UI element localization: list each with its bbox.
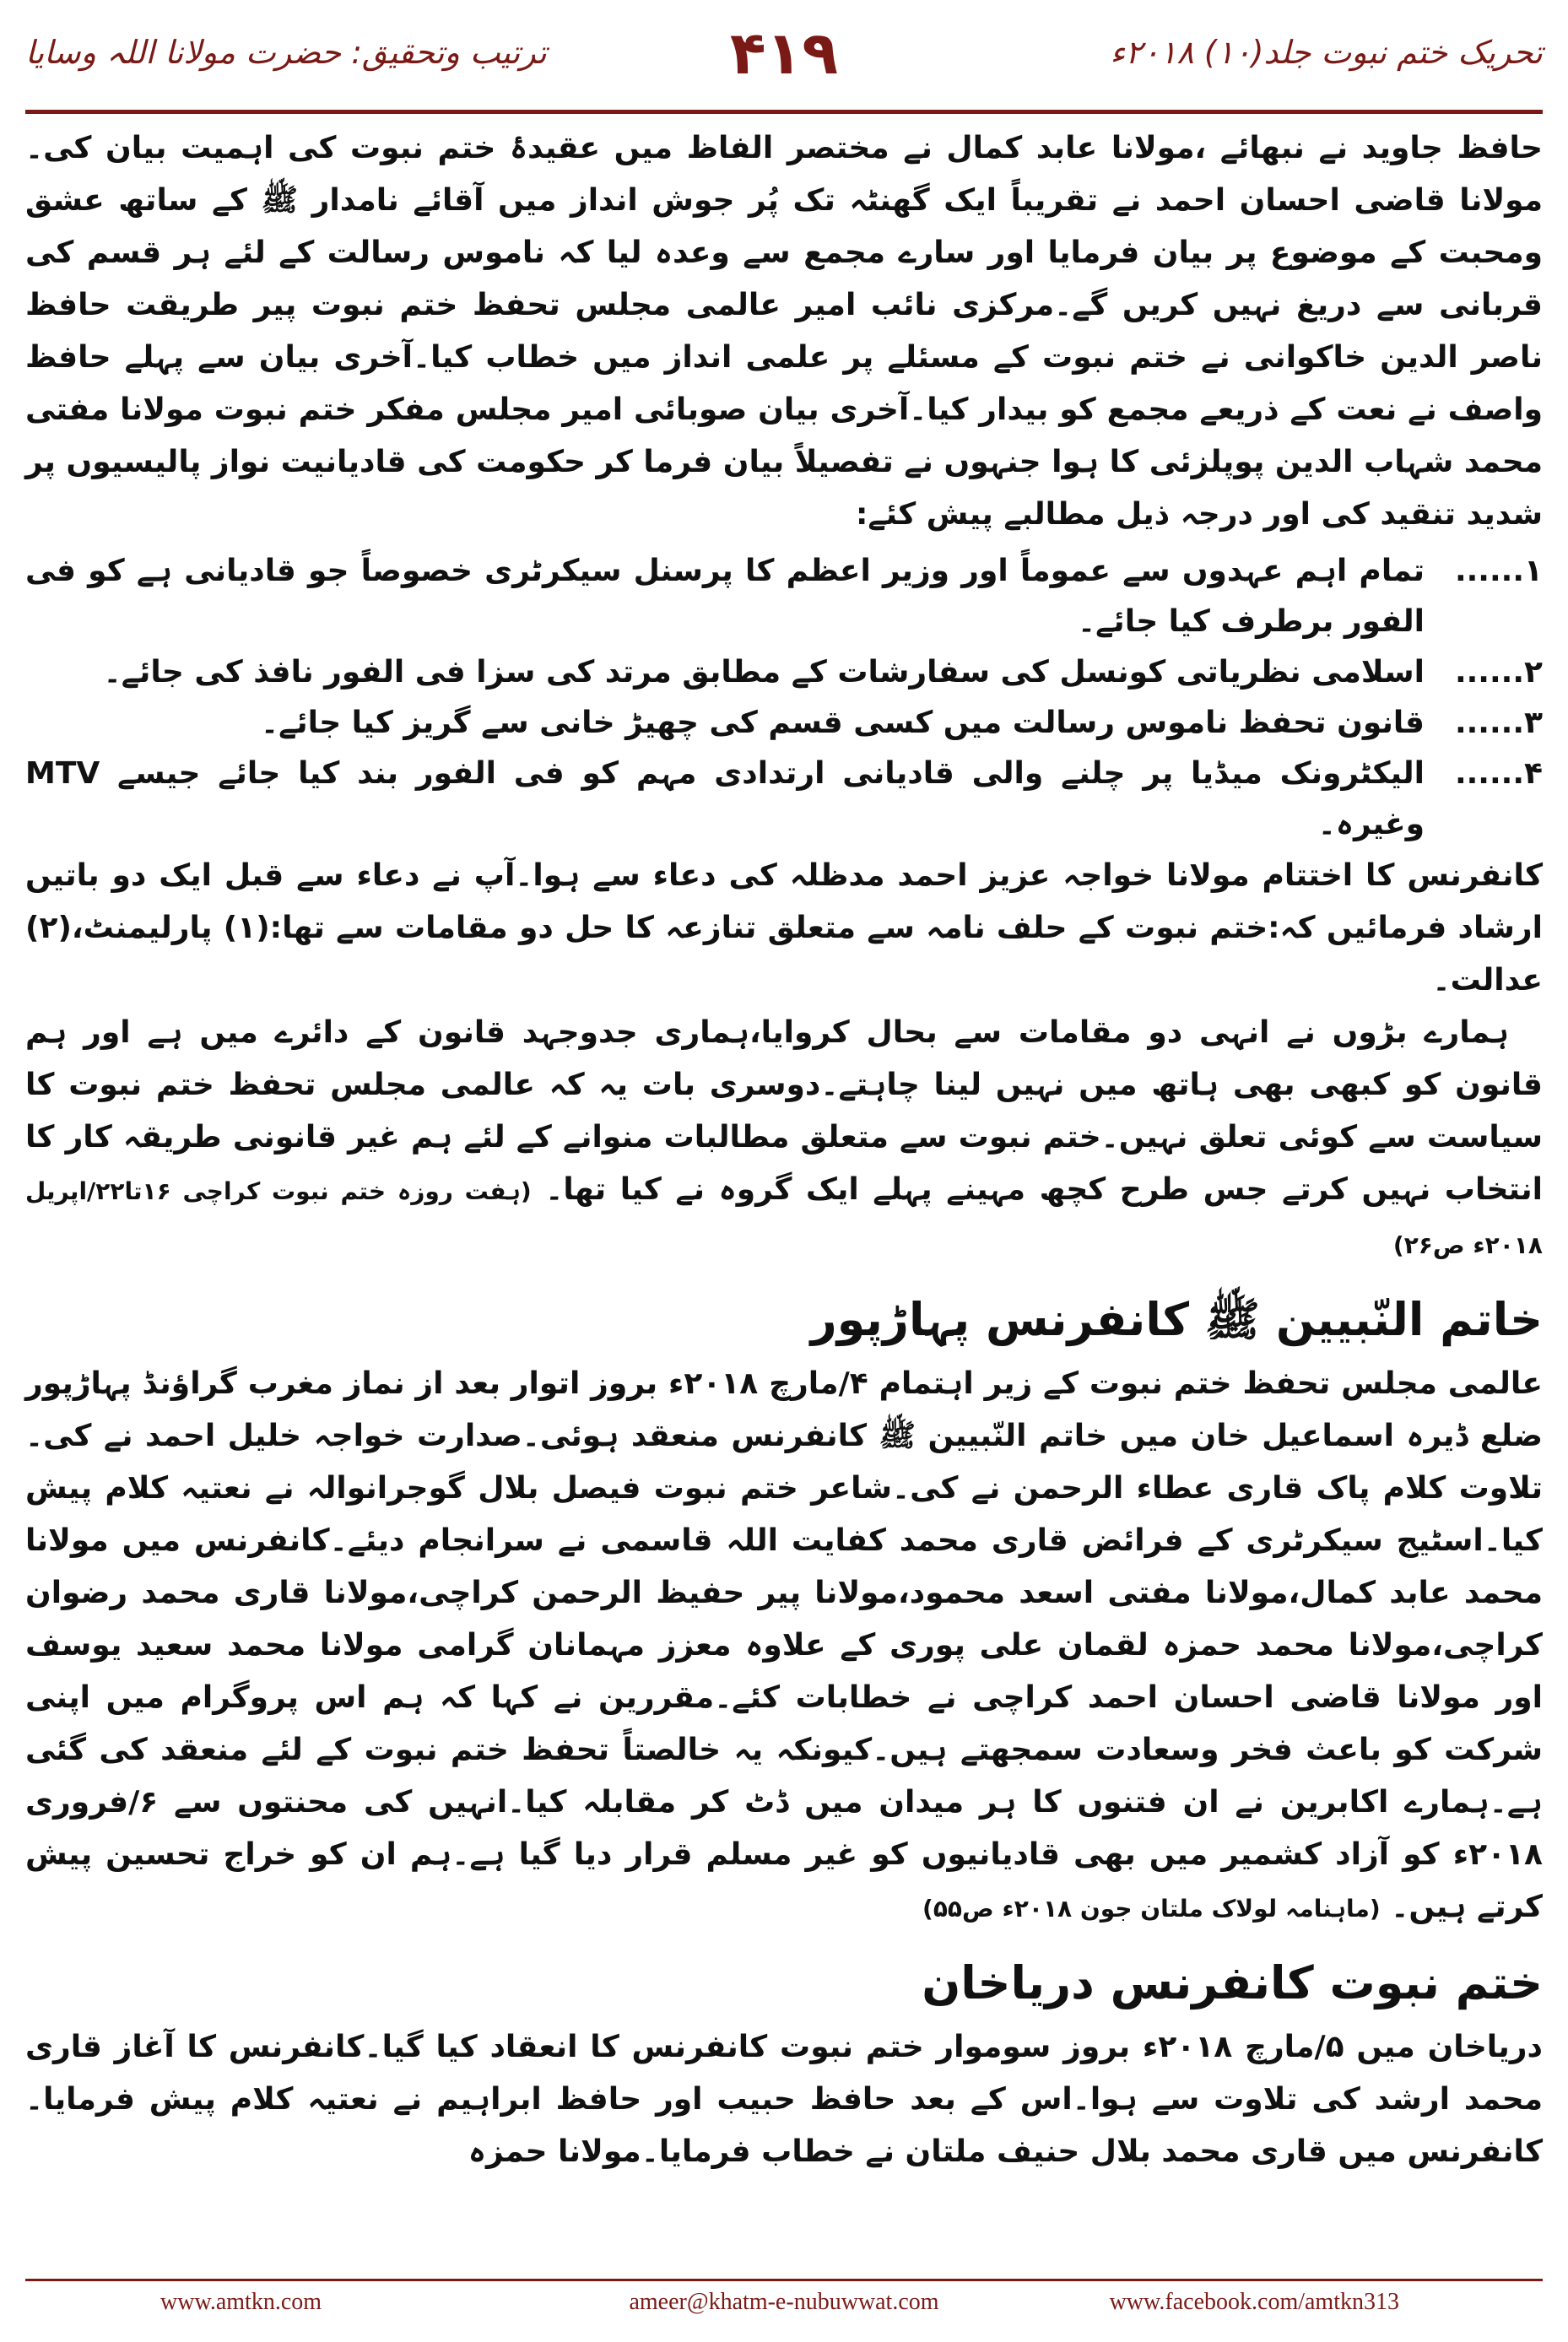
footer-divider <box>25 2279 1543 2281</box>
paragraph: حافظ جاوید نے نبھائے ،مولانا عابد کمال نے مختصر الفاظ میں عقیدۂ ختم نبوت کی اہمیت بیان کی۔مولانا قاضی احسان احمد نے تقریباً ایک گھنٹہ تک پُر جوش انداز میں آقائے نامدار ﷺ کے ساتھ عشق ومحبت کے موضوع پر بیان فرمایا اور سارے مجمع سے وعدہ لیا کہ ناموس رسالت کے لئے ہر قسم کی قربانی سے دریغ نہیں کریں گے۔مرکزی نائب امیر عالمی مجلس تحفظ ختم نبوت پیر طریقت حافظ ناصر الدین خاکوانی نے ختم نبوت کے مسئلے پر علمی انداز میں خطاب کیا۔آخری بیان سے پہلے حافظ واصف نے نعت کے ذریعے مجمع کو بیدار کیا۔آخری بیان صوبائی امیر مجلس مفکر ختم نبوت مولانا مفتی محمد شہاب الدین پوپلزئی کا ہوا جنہوں نے تفصیلاً بیان فرما کر حکومت کی قادیانیت نواز پالیسیوں پر شدید تنقید کی اور درجہ ذیل مطالبے پیش کئے: <box>25 131 1543 532</box>
demands-list <box>25 546 1543 850</box>
compiler-credit: ترتیب وتحقیق: حضرت مولانا اللہ وسایا <box>25 34 547 71</box>
list-item <box>25 749 1543 850</box>
list-text: الیکٹرونک میڈیا پر چلنے والی قادیانی ارتدادی مہم کو فی الفور بند کیا جائے جیسے MTV وغیرہ۔ <box>25 756 1425 841</box>
email-link[interactable]: ameer@khatm-e-nubuwwat.com <box>629 2289 939 2315</box>
list-item <box>25 546 1543 647</box>
page-body <box>25 122 1543 2178</box>
list-text: قانون تحفظ ناموس رسالت میں کسی قسم کی چھیڑ خانی سے گریز کیا جائے۔ <box>260 706 1425 740</box>
paragraph: دریاخان میں ۵/مارچ ۲۰۱۸ء بروز سوموار ختم نبوت کانفرنس کا انعقاد کیا گیا۔کانفرنس کا آغاز قاری محمد ارشد کی تلاوت سے ہوا۔اس کے بعد حافظ حبیب اور حافظ ابراہیم نے نعتیہ کلام پیش فرمایا۔کانفرنس میں قاری محمد بلال حنیف ملتان نے خطاب فرمایا۔مولانا حمزہ <box>25 2030 1544 2169</box>
header-divider <box>25 110 1543 114</box>
list-text: تمام اہم عہدوں سے عموماً اور وزیر اعظم کا پرسنل سیکرٹری خصوصاً جو قادیانی ہے کو فی الفور برطرف کیا جائے۔ <box>25 554 1425 639</box>
paragraph-text: عالمی مجلس تحفظ ختم نبوت کے زیر اہتمام ۴/مارچ ۲۰۱۸ء بروز اتوار بعد از نماز مغرب گراؤنڈ پہاڑپور ضلع ڈیرہ اسماعیل خان میں خاتم النّبیین ﷺ کانفرنس منعقد ہوئی۔صدارت خواجہ خلیل احمد نے کی۔تلاوت کلام پاک قاری عطاء الرحمن نے کی۔شاعر ختم نبوت فیصل بلال گوجرانوالہ نے نعتیہ کلام پیش کیا۔اسٹیج سیکرٹری کے فرائض قاری محمد کفایت اللہ قاسمی نے سرانجام دیئے۔کانفرنس میں مولانا محمد عابد کمال،مولانا مفتی اسعد محمود،مولانا پیر حفیظ الرحمن کراچی،مولانا قاری محمد رضوان کراچی،مولانا محمد حمزہ لقمان علی پوری کے علاوہ معزز مہمانان گرامی مولانا محمد سعید یوسف اور مولانا قاضی احسان احمد کراچی نے خطابات کئے۔مقررین نے کہا کہ ہم اس پروگرام میں اپنی شرکت کو باعث فخر وسعادت سمجھتے ہیں۔کیونکہ یہ خالصتاً تحفظ ختم نبوت کے لئے منعقد کی گئی ہے۔ہمارے اکابرین نے ان فتنوں کا ہر میدان میں ڈٹ کر مقابلہ کیا۔انہیں کی محنتوں سے ۶/فروری ۲۰۱۸ء کو آزاد کشمیر میں بھی قادیانیوں کو غیر مسلم قرار دیا گیا ہے۔ہم ان کو خراج تحسین پیش کرتے ہیں۔ <box>25 1366 1543 1924</box>
list-text: اسلامی نظریاتی کونسل کی سفارشات کے مطابق مرتد کی سزا فی الفور نافذ کی جائے۔ <box>103 655 1425 690</box>
section-heading: ختم نبوت کانفرنس دریاخان <box>922 1956 1543 2009</box>
facebook-link[interactable]: www.facebook.com/amtkn313 <box>1109 2289 1399 2315</box>
paragraph <box>25 1007 1543 1272</box>
page-number: ۴۱۹ <box>729 19 839 88</box>
list-item <box>25 647 1543 698</box>
page-footer <box>25 2289 1543 2323</box>
paragraph <box>25 1358 1543 1935</box>
list-item <box>25 698 1543 749</box>
section-heading: خاتم النّبیین ﷺ کانفرنس پہاڑپور <box>810 1293 1543 1346</box>
book-title: تحریک ختم نبوت جلد(۱۰) ۲۰۱۸ء <box>1110 34 1543 71</box>
paragraph: کانفرنس کا اختتام مولانا خواجہ عزیز احمد مدظلہ کی دعاء سے ہوا۔آپ نے دعاء سے قبل ایک دو باتیں ارشاد فرمائیں کہ:ختم نبوت کے حلف نامہ سے متعلق تنازعہ کا حل دو مقامات سے تھا:(۱) پارلیمنٹ،(۲) عدالت۔ <box>25 858 1544 998</box>
page-header <box>25 19 1543 120</box>
list-number: ۴...... <box>1454 756 1543 791</box>
website-link[interactable]: www.amtkn.com <box>160 2289 322 2315</box>
list-number: ۳...... <box>1454 706 1543 740</box>
list-number: ۱...... <box>1454 554 1543 588</box>
list-number: ۲...... <box>1454 655 1543 690</box>
citation: (ہفت روزہ ختم نبوت کراچی ۱۶تا۲۲/اپریل ۲۰۱۸ء ص۲۶) <box>25 1177 1543 1259</box>
paragraph-text: ہمارے بڑوں نے انہی دو مقامات سے بحال کروایا،ہماری جدوجہد قانون کے دائرے میں ہے اور ہم قانون کو کبھی بھی ہاتھ میں نہیں لینا چاہتے۔دوسری بات یہ کہ عالمی مجلس تحفظ ختم نبوت کا سیاست سے کوئی تعلق نہیں۔ختم نبوت سے متعلق مطالبات منوانے کے لئے ہم غیر قانونی طریقہ کار کا انتخاب نہیں کرتے جس طرح کچھ مہینے پہلے ایک گروہ نے کیا تھا۔ <box>25 1015 1543 1207</box>
citation: (ماہنامہ لولاک ملتان جون ۲۰۱۸ء ص۵۵) <box>922 1895 1381 1923</box>
